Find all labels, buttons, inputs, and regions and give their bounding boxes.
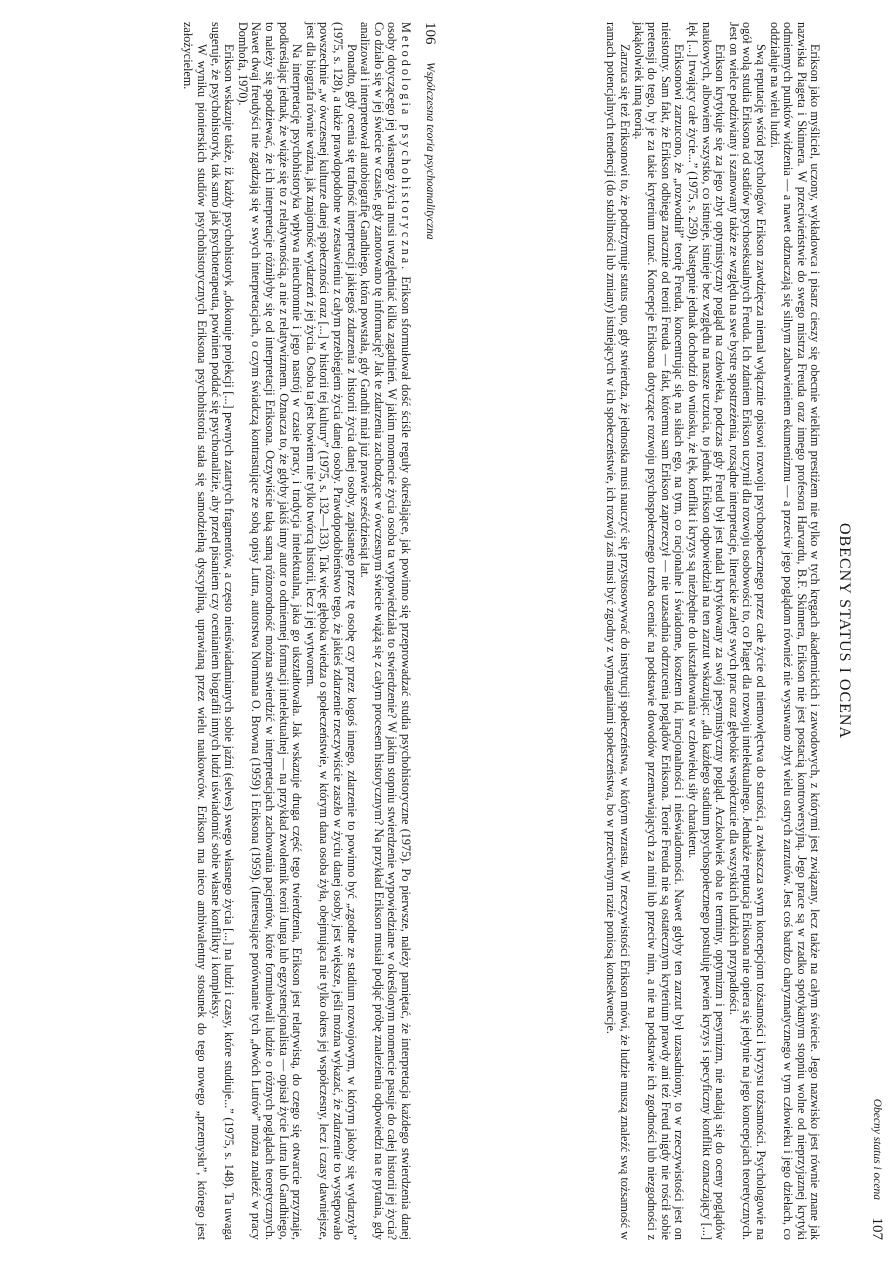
paragraph: Na interpretację psychohistoryka wpływa nieuchronnie i jego nastrój w czasie pracy, i tradycja intelektualna, jaka go ukształtowała. Jak wskazuje druga część tego twierdzenia, Erikson jest relatywistą, do czego się otwarcie przyznaje, podkreślając jednak, że wiąże się to z relatywnością, a nie z relatywizmem. Oznacza to, że gdyby jakiś inny autor o odmiennej formacji intelektualnej — na przykład zwolennik teorii Junga lub egzystencjonalista — opisał życie Lutra lub Gandhiego, to należy się spodziewać, że ich interpretacje różniłyby się od interpretacji Eriksona. Oczywiście taką samą różnorodność można stwierdzić w interpretacjach zachowania pacjentów, które formułowali ludzie o różnych poglądach teoretycznych. Nawet dwaj freudyści nie zgadzają się w swych interpretacjach, o czym świadczą kontrastujące ze sobą opisy Lutra, autorstwa Normana O. Browna (1959) i Eriksona (1959). (Interesujące porównanie tych „dwóch Lutrów” można znaleźć w pracy Domhofa, 1970).	[235, 22, 305, 1240]
paragraph: Erikson krytykuje się za jego zbyt optymistyczny pogląd na człowieka, podczas gdy Freud był jest nadal krytykowany za swój pesymistyczny pogląd. Aczkolwiek oba te terminy, optymizm i pesymizm, nie nadają się do oceny poglądów naukowych, albowiem wszystko, co istnieje, istnieje bez względu na nasze uczucia, to jednak Erikson odpowiedział na ten zarzut wskazując: „dla każdego stadium psychospołecznego postuluję pewien kryzys i specyficzny konflikt oznaczający [...] lęk [...] trwający całe życie...” (1975, s. 259). Następnie jednak dochodzi do wniosku, że lęk, konflikt i kryzys są niezbędne do ukształtowania w człowieku siły charakteru.	[686, 22, 728, 1240]
paragraph: Eriksonowi zarzucono, że „rozwodnił” teorię Freuda, koncentrując się na siłach ego, na tym, co racjonalne i świadome, kosztem id, irracjonalności i nieświadomości. Nawet gdyby ten zarzut był uzasadniony, to w rzeczywistości jest on nieistotny. Sam fakt, że Erikson odbiega znacznie od teorii Freuda — fakt, któremu sam Erikson zaprzeczył — nie uzasadnia odrzucenia poglądów Eriksona. Teorie Freuda nie są ostatecznym kryterium prawdy ani też Freud nigdy nie rościł sobie pretensji do tego, by je za takie kryterium uznać. Koncepcje Eriksona dotyczące rozwoju psychospołecznego trzeba oceniać na podstawie dowodów przemawiających za nimi lub przeciw nim, a nie na podstawie ich zgodności lub niezgodności z jakąkolwiek inną teorią.	[631, 22, 687, 1240]
running-header-107	[863, 22, 885, 1240]
paragraph: W wyniku pionierskich studiów psychohistorycznych Eriksona psychohistoria stała się samodzielną dyscypliną, uprawianą przez wielu naukowców. Erikson ma nieco ambiwalentny stosunek do tego nowego „przemysłu”, którego jest założycielem.	[181, 22, 210, 1240]
page-106	[0, 0, 446, 1262]
body-text-107	[453, 22, 859, 1240]
body-text-106	[6, 22, 412, 1240]
running-title-106: Współczesna teoria psychoanalityczna	[424, 62, 436, 240]
paragraph: Erikson jako myśliciel, uczony, wykładowca i pisarz cieszy się obecnie wielkim prestiżem nie tylko w tych kręgach akademickich i zawodowych, z którymi jest związany, lecz także na całym świecie. Jego nazwisko jest równie znane jak nazwiska Piageta i Skinnera. W przeciwieństwie do swego mistrza Freuda oraz innego profesora Harvardu, B.F. Skinnera, Erikson nie jest postacią kontrowersyjną. Jego prace są w rzadko spotykanym stopniu wolne od nieprzyjaznej krytyki odmiennych punktów widzenia — a nawet odznaczają się silnym zabarwieniem ekumenizmu — a przeciw jego poglądom również nie wysuwano zbyt wielu ostrych zarzutów. Jest coś bardzo charyzmatycznego w tym człowieku i jego dziełach, co oddziałuje na wielu ludzi.	[767, 22, 823, 1240]
page-number-106: 106	[422, 22, 438, 45]
paragraph: Swą reputację wśród psychologów Erikson zawdzięcza niemal wyłącznie opisowi rozwoju psychospołecznego przez całe życie od niemowlęctwa do starości, a zwłaszcza swym koncepcjom tożsamości i kryzysu tożsamości. Psychologowie na ogół wolą studia Eriksona od stadiów psychoseksualnych Freuda. Ich zdaniem Erikson uczynił dla rozwoju osobowości to, co Piaget dla rozwoju intelektualnego. Jednakże reputacja Eriksona nie opiera się jedynie na jego koncepcjach teoretycznych. Jest on wielce podziwiany i szanowany także ze względu na swe bystre spostrzeżenia, rozsądne interpretacje, literackie zalety swych prac oraz głębokie współczucie dla wszystkich ludzkich przypadłości.	[726, 22, 769, 1240]
paragraph-methodology: Metodologia psychohistoryczna. Erikson sformułował dość ściśle reguły określające, jak powinno się przeprowadzać studia psychohistoryczne (1975). Po pierwsze, należy pamiętać, że interpretacja każdego stwierdzenia danej osoby dotyczącego jej własnego życia musi uwzględniać kilka zagadnień. W jakim momencie życia osoba ta wypowiedziała to stwierdzenie? W jakim stopniu stwierdzenie wypowiedziane w określonym momencie pasuje do całej historii jej życia? Co działo się w jej świecie w czasie, gdy zanotowano tę informację? Jak te zdarzenia zachodzące w ówczesnym świecie wiążą się z całym procesem historycznym? Na przykład Erikson musiał podjąć próbę znalezienia odpowiedzi na te pytania, gdy analizował i interpretował autobiografię Gandhiego, która powstała, gdy Gandhi miał już prawie sześćdziesiąt lat.	[358, 22, 413, 1240]
running-header-106	[416, 22, 438, 1240]
lead-term: Metodologia psychohistoryczna.	[399, 22, 413, 273]
running-title-107: Obecny status i ocena	[871, 1098, 883, 1200]
paragraph: Ponadto, gdy ocenia się trafność interpretacji jakiegoś zdarzenia z historii życia danej osoby, zapisanego przez tę osobę czy przez kogoś innego, zdarzenie to powinno być „zgodne ze stadium rozwojowym, w którym jakoby się wydarzyło” (1975, s. 128), a także prawdopodobne w zestawieniu z całym przebiegiem życia danej osoby. Prawdopodobieństwo tego, że jakieś zdarzenie rzeczywiście zaszło w życiu danej osoby, jest większe, jeśli można wykazać, że zdarzenie to występowało powszechnie „w ówczesnej kulturze danej społeczności oraz [...] w historii tej kultury” (1975, s. 132—133). Tak więc głęboka wiedza o społeczeństwie, w którym dana osoba żyła, obejmująca nie tylko okres jej współczesny, lecz i czasy dawniejsze, jest dla biografa równie ważna, jak znajomość wydarzeń z jej życia. Osoba ta jest bowiem nie tylko twórcą historii, lecz i jej wytworem.	[303, 22, 359, 1240]
chapter-title: OBECNY STATUS I OCENA	[836, 522, 853, 740]
paragraph: Erikson wskazuje także, iż każdy psychohistoryk „dokonuje projekcji [...] pewnych zatartych fragmentów, a często nieuświadamianych sobie jaźni (selves) swego własnego życia [...] na ludzi i czasy, które studiuje...” (1975, s. 148). Ta uwaga sugeruje, że psychohistoryk, tak samo jak psychoterapeuta, powinien poddać się psychoanalizie, aby przed pisaniem czy ocenianiem biografii innych ludzi uświadomić sobie własne konflikty i kompleksy.	[208, 22, 237, 1240]
page-107	[447, 0, 893, 1262]
page-number-107: 107	[869, 1217, 885, 1240]
paragraph: Zarzuca się też Eriksonowi to, że podtrzymuje status quo, gdy stwierdza, że jednostka musi nauczyć się przystosowywać do instytucji społeczeństwa, w którym wzrasta. W rzeczywistości Erikson mówi, że ludzie muszą znaleźć swą tożsamość w ramach potencjalnych tendencji (do stabilności lub zmiany) istniejących w ich społeczeństwie, ich rozwój zaś musi być zgodny z wymaganiami społeczeństwa, bo w przeciwnym razie poniosą konsekwencje.	[604, 22, 633, 1240]
